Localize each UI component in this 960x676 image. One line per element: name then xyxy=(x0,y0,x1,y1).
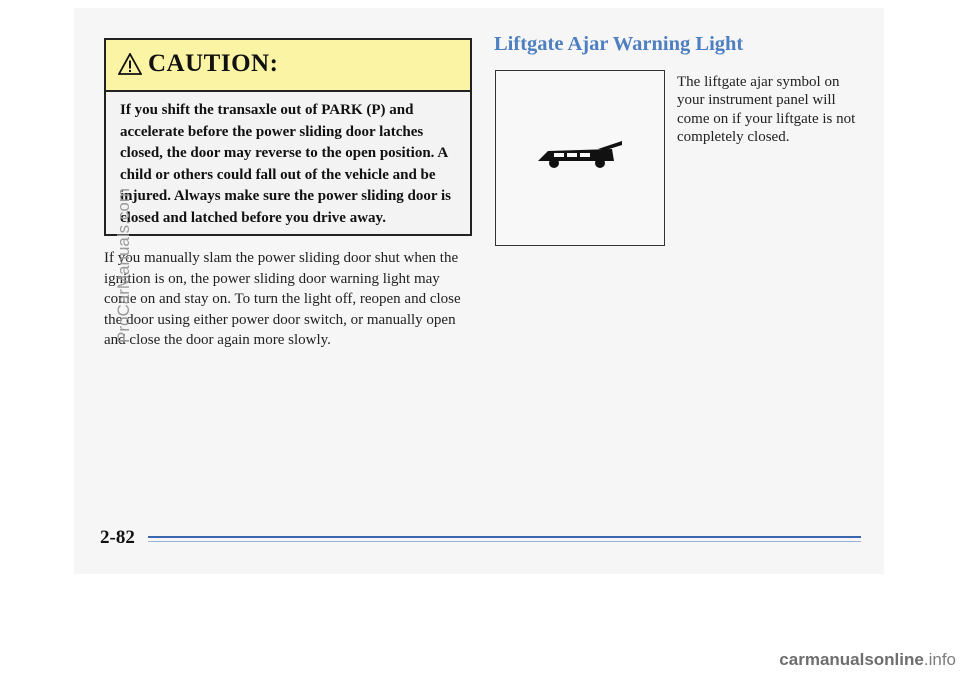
page-number: 2-82 xyxy=(100,527,135,548)
footer-rule-thin xyxy=(148,541,861,542)
footer-rule xyxy=(148,536,861,538)
site-name: carmanualsonline xyxy=(779,650,924,669)
site-watermark[interactable] xyxy=(779,650,956,670)
warning-triangle-icon xyxy=(118,53,142,75)
caution-title: CAUTION: xyxy=(148,50,279,77)
liftgate-ajar-van-icon xyxy=(534,133,626,177)
section-title: Liftgate Ajar Warning Light xyxy=(494,33,744,55)
site-suffix: .info xyxy=(923,650,956,669)
liftgate-description: The liftgate ajar symbol on your instrument panel will come on if your liftgate is not completely closed. xyxy=(677,74,856,146)
symbol-box xyxy=(495,70,665,246)
body-paragraph: If you manually slam the power sliding door shut when the ignition is on, the power sliding door warning light may come on and stay on. To turn the light off, reopen and close the door using either power door switch, or manually open and close the door again more slowly. xyxy=(104,250,461,348)
caution-box xyxy=(104,38,472,236)
watermark-text: ProCarManuals.com xyxy=(114,188,133,343)
caution-header xyxy=(106,40,470,92)
caution-text: If you shift the transaxle out of PARK (P) and accelerate before the power sliding door latches closed, the door may reverse to the open position. A child or others could fall out of the vehicle and be injured. Always make sure the power sliding door is closed and latched before you drive away. xyxy=(120,102,452,226)
